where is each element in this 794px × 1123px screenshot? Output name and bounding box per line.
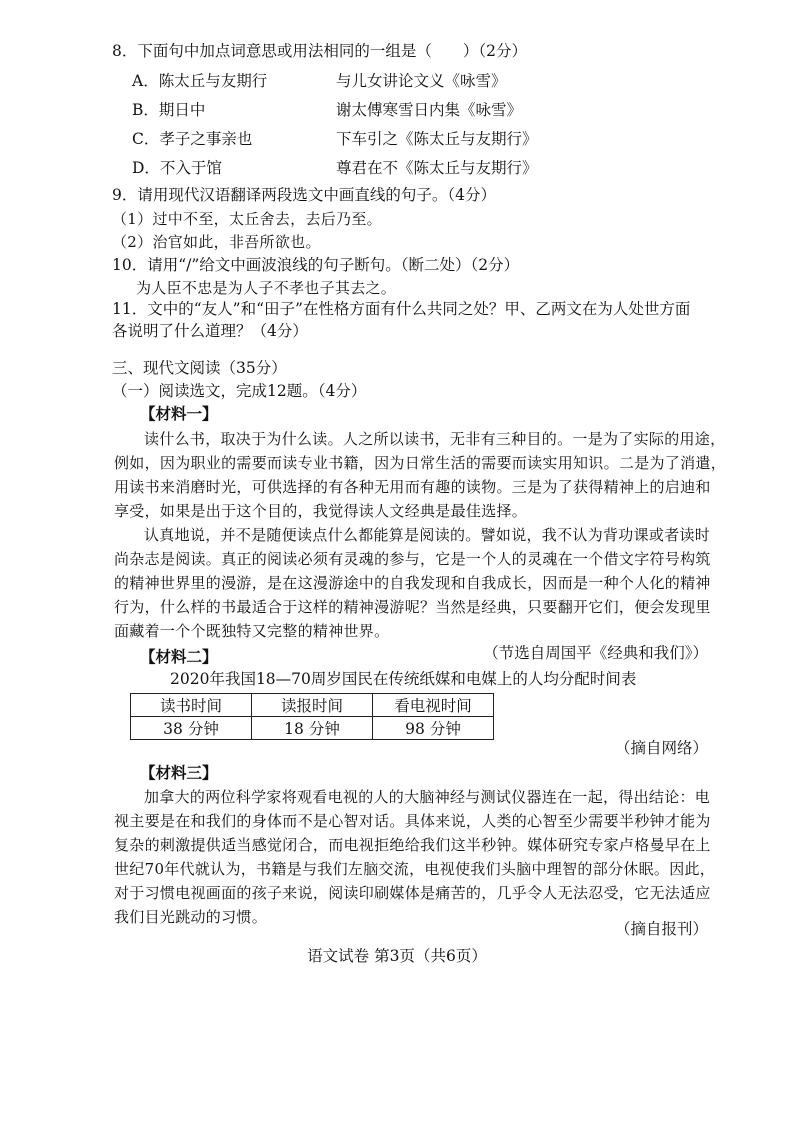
material-3-line: 世纪70年代就认为，书籍是与我们左脑交流，电视使我们头脑中理智的部分休眠。因此， [114,860,716,878]
material-3-heading: 【材料三】 [140,763,218,782]
table-header-cell: 读书时间 [131,694,252,717]
material-1-line: 读什么书，取决于为什么读。人之所以读书，无非有三种目的。一是为了实际的用途， [144,430,726,448]
q10-sentence: 为人臣不忠是为人子不孝也子其去之。 [136,279,397,297]
section-3-title: 三、现代文阅读（35分） [112,359,287,377]
material-3-source: （摘自报刊） [614,920,708,938]
q10-stem: 10．请用“/”给文中画波浪线的句子断句。（断二处）（2分） [112,256,520,274]
material-3-line: 对于习惯电视画面的孩子来说，阅读印刷媒体是痛苦的，几乎令人无法忍受，它无法适应 [114,884,711,902]
table-row [131,717,494,740]
table-header-cell: 读报时间 [252,694,373,717]
q9-item-1: （1）过中不至，太丘舍去，去后乃至。 [112,210,382,228]
time-allocation-table [130,693,494,740]
material-2-source: （摘自网络） [614,739,708,757]
material-1-line: 例如，因为职业的需要而读专业书籍，因为日常生活的需要而读实用知识。二是为了消遣， [114,454,727,472]
material-3-line: 我们目光跳动的习惯。 [114,908,268,926]
material-1-line: 享受，如果是出于这个目的，我觉得读人文经典是最佳选择。 [114,502,528,520]
q8-option-a-right: 与儿女讲论文义《咏雪》 [336,72,507,90]
material-1-source: （节选自周国平《经典和我们》） [483,644,708,662]
table-cell: 38 分钟 [131,717,252,740]
q8-option-a-left: A．陈太丘与友期行 [132,72,268,90]
table-cell: 98 分钟 [373,717,494,740]
material-1-line: 的精神世界里的漫游，是在这漫游途中的自我发现和自我成长，因而是一种个人化的精神 [114,574,711,592]
material-1-line: 行为，什么样的书最适合于这样的精神漫游呢？当然是经典，只要翻开它们，便会发现里 [114,598,711,616]
material-1-line: 认真地说，并不是随便读点什么都能算是阅读的。譬如说，我不认为背功课或者读时 [144,526,711,544]
q8-stem: 8．下面句中加点词意思或用法相同的一组是（ ）（2分） [112,42,527,60]
table-header-cell: 看电视时间 [373,694,494,717]
q9-stem: 9．请用现代汉语翻译两段选文中画直线的句子。（4分） [112,186,496,204]
q11-line-1: 11．文中的“友人”和“田子”在性格方面有什么共同之处？甲、乙两文在为人处世方面 [112,300,691,318]
page-footer: 语文试卷 第3页（共6页） [307,947,487,965]
q8-option-c-left: C．孝子之事亲也 [132,130,253,148]
q8-option-b-right: 谢太傅寒雪日内集《咏雪》 [336,101,523,119]
q8-option-d-right: 尊君在不《陈太丘与友期行》 [336,159,538,177]
material-1-line: 用读书来消磨时光，可供选择的有各种无用而有趣的读物。三是为了获得精神上的启迪和 [114,478,711,496]
material-2-caption: 2020年我国18—70周岁国民在传统纸媒和电媒上的人均分配时间表 [170,670,637,688]
material-3-line: 视主要是在和我们的身体而不是心智对话。具体来说，人类的心智至少需要半秒钟才能为 [114,812,711,830]
section-3-subtitle: （一）阅读选文，完成12题。（4分） [112,382,367,400]
q8-option-b-left: B．期日中 [132,101,206,119]
material-3-line: 加拿大的两位科学家将观看电视的人的大脑神经与测试仪器连在一起，得出结论：电 [144,788,711,806]
material-1-line: 面藏着一个个既独特又完整的精神世界。 [114,622,390,640]
material-2-heading: 【材料二】 [140,647,218,666]
q8-option-d-left: D．不入于馆 [132,159,222,177]
material-1-heading: 【材料一】 [140,404,218,423]
material-1-line: 尚杂志是阅读。真正的阅读必须有灵魂的参与，它是一个人的灵魂在一个借文字符号构筑 [114,550,711,568]
table-cell: 18 分钟 [252,717,373,740]
q9-item-2: （2）治官如此，非吾所欲也。 [112,233,321,251]
q8-option-c-right: 下车引之《陈太丘与友期行》 [336,130,538,148]
material-3-line: 复杂的刺激提供适当感觉闭合，而电视拒绝给我们这半秒钟。媒体研究专家卢格曼早在上 [114,836,711,854]
table-header-row [131,694,494,717]
q11-line-2: 各说明了什么道理？（4分） [112,322,308,340]
